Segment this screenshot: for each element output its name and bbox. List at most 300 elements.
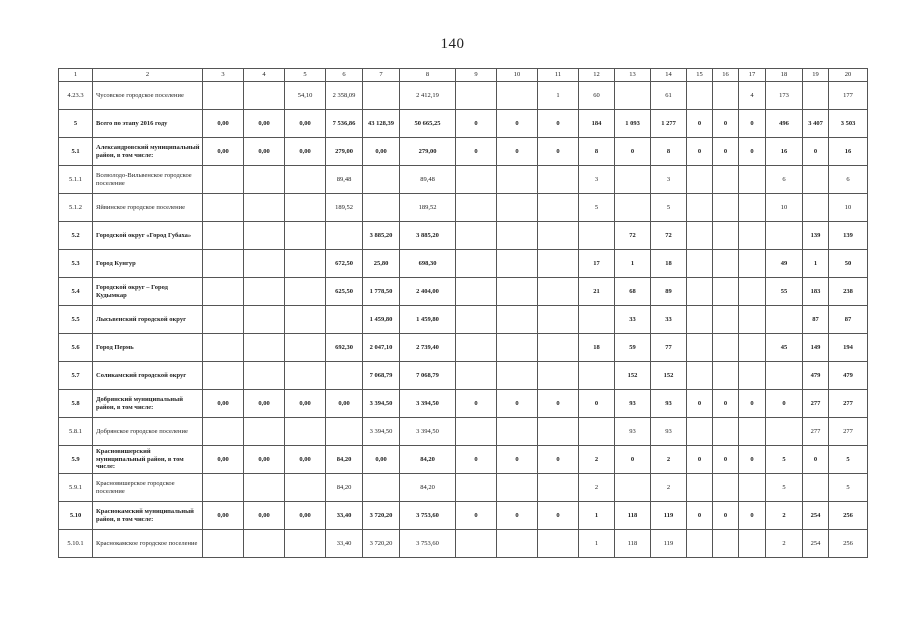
value-cell: 16 bbox=[766, 138, 803, 166]
value-cell bbox=[713, 306, 739, 334]
value-cell bbox=[687, 278, 713, 306]
value-cell: 0 bbox=[739, 446, 766, 474]
value-cell: 8 bbox=[579, 138, 615, 166]
value-cell: 0 bbox=[713, 390, 739, 418]
value-cell bbox=[285, 530, 326, 558]
value-cell bbox=[766, 418, 803, 446]
value-cell: 87 bbox=[829, 306, 868, 334]
value-cell bbox=[244, 166, 285, 194]
value-cell bbox=[456, 278, 497, 306]
table-row bbox=[59, 474, 868, 502]
value-cell: 2 047,10 bbox=[363, 334, 400, 362]
value-cell: 2 bbox=[766, 530, 803, 558]
column-number: 3 bbox=[203, 69, 244, 82]
value-cell bbox=[456, 166, 497, 194]
value-cell: 0 bbox=[687, 138, 713, 166]
value-cell bbox=[363, 166, 400, 194]
value-cell: 4 bbox=[739, 82, 766, 110]
value-cell bbox=[203, 194, 244, 222]
value-cell: 254 bbox=[803, 502, 829, 530]
table-row bbox=[59, 530, 868, 558]
value-cell bbox=[713, 250, 739, 278]
value-cell bbox=[803, 82, 829, 110]
name-cell: Яйвинское городское поселение bbox=[93, 194, 203, 222]
value-cell: 177 bbox=[829, 82, 868, 110]
value-cell bbox=[538, 418, 579, 446]
value-cell: 0 bbox=[497, 446, 538, 474]
value-cell bbox=[244, 418, 285, 446]
value-cell: 5 bbox=[829, 446, 868, 474]
value-cell: 17 bbox=[579, 250, 615, 278]
value-cell: 33,40 bbox=[326, 530, 363, 558]
value-cell bbox=[497, 418, 538, 446]
value-cell: 277 bbox=[803, 418, 829, 446]
value-cell bbox=[326, 222, 363, 250]
value-cell: 3 394,50 bbox=[363, 418, 400, 446]
value-cell bbox=[538, 278, 579, 306]
value-cell: 0,00 bbox=[244, 138, 285, 166]
value-cell bbox=[285, 474, 326, 502]
value-cell bbox=[739, 334, 766, 362]
value-cell bbox=[803, 166, 829, 194]
value-cell: 0,00 bbox=[244, 446, 285, 474]
value-cell bbox=[687, 82, 713, 110]
value-cell bbox=[363, 194, 400, 222]
value-cell bbox=[326, 306, 363, 334]
value-cell bbox=[687, 530, 713, 558]
value-cell: 0,00 bbox=[203, 502, 244, 530]
value-cell: 0 bbox=[766, 390, 803, 418]
value-cell: 16 bbox=[829, 138, 868, 166]
value-cell: 152 bbox=[615, 362, 651, 390]
table-row bbox=[59, 334, 868, 362]
table-row bbox=[59, 110, 868, 138]
value-cell: 2 bbox=[579, 474, 615, 502]
value-cell bbox=[456, 530, 497, 558]
value-cell bbox=[497, 166, 538, 194]
value-cell: 0,00 bbox=[244, 502, 285, 530]
table-row bbox=[59, 306, 868, 334]
table-row bbox=[59, 446, 868, 474]
value-cell: 119 bbox=[651, 530, 687, 558]
value-cell bbox=[363, 474, 400, 502]
value-cell bbox=[456, 250, 497, 278]
table-row bbox=[59, 362, 868, 390]
value-cell: 3 503 bbox=[829, 110, 868, 138]
value-cell bbox=[244, 530, 285, 558]
value-cell bbox=[538, 166, 579, 194]
value-cell: 0 bbox=[497, 138, 538, 166]
value-cell: 0 bbox=[739, 110, 766, 138]
value-cell: 0 bbox=[687, 110, 713, 138]
value-cell: 139 bbox=[829, 222, 868, 250]
value-cell bbox=[687, 362, 713, 390]
value-cell bbox=[285, 362, 326, 390]
value-cell bbox=[244, 362, 285, 390]
value-cell: 0 bbox=[615, 138, 651, 166]
value-cell: 2 412,19 bbox=[400, 82, 456, 110]
table-body bbox=[59, 69, 868, 558]
name-cell: Лысьвенский городской округ bbox=[93, 306, 203, 334]
value-cell: 10 bbox=[829, 194, 868, 222]
value-cell bbox=[579, 418, 615, 446]
column-number: 10 bbox=[497, 69, 538, 82]
page-number: 140 bbox=[440, 36, 465, 52]
value-cell bbox=[739, 166, 766, 194]
value-cell: 3 394,50 bbox=[363, 390, 400, 418]
value-cell bbox=[739, 194, 766, 222]
value-cell bbox=[244, 306, 285, 334]
table-row bbox=[59, 390, 868, 418]
row-number-cell: 5.1 bbox=[59, 138, 93, 166]
value-cell: 0 bbox=[579, 390, 615, 418]
value-cell: 5 bbox=[651, 194, 687, 222]
row-number-cell: 5.6 bbox=[59, 334, 93, 362]
name-cell: Краснокамское городское поселение bbox=[93, 530, 203, 558]
value-cell: 3 885,20 bbox=[363, 222, 400, 250]
value-cell: 0 bbox=[456, 138, 497, 166]
row-number-cell: 5.8.1 bbox=[59, 418, 93, 446]
value-cell bbox=[203, 418, 244, 446]
value-cell: 0,00 bbox=[285, 110, 326, 138]
value-cell: 118 bbox=[615, 530, 651, 558]
value-cell bbox=[203, 306, 244, 334]
value-cell: 1 459,80 bbox=[363, 306, 400, 334]
value-cell: 2 bbox=[579, 446, 615, 474]
value-cell: 183 bbox=[803, 278, 829, 306]
value-cell: 2 358,09 bbox=[326, 82, 363, 110]
value-cell bbox=[285, 278, 326, 306]
value-cell: 118 bbox=[615, 502, 651, 530]
value-cell: 68 bbox=[615, 278, 651, 306]
column-number: 4 bbox=[244, 69, 285, 82]
value-cell bbox=[739, 362, 766, 390]
value-cell bbox=[326, 362, 363, 390]
value-cell bbox=[203, 334, 244, 362]
value-cell: 93 bbox=[651, 418, 687, 446]
name-cell: Городской округ «Город Губаха» bbox=[93, 222, 203, 250]
column-number: 5 bbox=[285, 69, 326, 82]
value-cell bbox=[579, 362, 615, 390]
data-table bbox=[58, 68, 868, 558]
value-cell: 0 bbox=[687, 390, 713, 418]
value-cell bbox=[456, 334, 497, 362]
value-cell: 3 394,50 bbox=[400, 418, 456, 446]
value-cell: 72 bbox=[615, 222, 651, 250]
value-cell: 50 bbox=[829, 250, 868, 278]
column-number: 11 bbox=[538, 69, 579, 82]
value-cell: 254 bbox=[803, 530, 829, 558]
value-cell bbox=[538, 250, 579, 278]
value-cell bbox=[497, 306, 538, 334]
value-cell: 119 bbox=[651, 502, 687, 530]
value-cell: 3 bbox=[579, 166, 615, 194]
table-row bbox=[59, 166, 868, 194]
value-cell: 0 bbox=[713, 446, 739, 474]
value-cell bbox=[766, 362, 803, 390]
name-cell: Красновишерский муниципальный район, в том числе: bbox=[93, 446, 203, 474]
value-cell bbox=[538, 306, 579, 334]
value-cell: 93 bbox=[615, 390, 651, 418]
value-cell: 0 bbox=[739, 390, 766, 418]
value-cell: 5 bbox=[766, 446, 803, 474]
value-cell: 0 bbox=[456, 110, 497, 138]
value-cell: 6 bbox=[766, 166, 803, 194]
value-cell: 45 bbox=[766, 334, 803, 362]
value-cell bbox=[456, 194, 497, 222]
value-cell bbox=[497, 278, 538, 306]
value-cell bbox=[713, 362, 739, 390]
value-cell: 479 bbox=[829, 362, 868, 390]
table-row bbox=[59, 194, 868, 222]
value-cell bbox=[739, 530, 766, 558]
value-cell bbox=[244, 194, 285, 222]
value-cell bbox=[497, 334, 538, 362]
value-cell: 0 bbox=[456, 390, 497, 418]
value-cell: 89,48 bbox=[326, 166, 363, 194]
value-cell: 59 bbox=[615, 334, 651, 362]
value-cell bbox=[285, 306, 326, 334]
value-cell: 256 bbox=[829, 530, 868, 558]
column-number: 12 bbox=[579, 69, 615, 82]
value-cell bbox=[713, 166, 739, 194]
value-cell bbox=[538, 362, 579, 390]
name-cell: Городской округ – Город Кудымкар bbox=[93, 278, 203, 306]
value-cell: 0 bbox=[739, 502, 766, 530]
value-cell: 0,00 bbox=[244, 110, 285, 138]
value-cell: 0 bbox=[687, 502, 713, 530]
row-number-cell: 5.1.2 bbox=[59, 194, 93, 222]
value-cell bbox=[766, 222, 803, 250]
value-cell: 277 bbox=[803, 390, 829, 418]
row-number-cell: 4.23.3 bbox=[59, 82, 93, 110]
value-cell bbox=[766, 306, 803, 334]
value-cell bbox=[203, 222, 244, 250]
value-cell: 84,20 bbox=[400, 474, 456, 502]
value-cell bbox=[713, 530, 739, 558]
value-cell: 18 bbox=[651, 250, 687, 278]
value-cell: 3 bbox=[651, 166, 687, 194]
value-cell: 0 bbox=[497, 390, 538, 418]
value-cell: 0,00 bbox=[326, 390, 363, 418]
value-cell: 0,00 bbox=[285, 138, 326, 166]
table-row bbox=[59, 222, 868, 250]
value-cell: 0,00 bbox=[203, 390, 244, 418]
value-cell: 21 bbox=[579, 278, 615, 306]
value-cell: 8 bbox=[651, 138, 687, 166]
table-row bbox=[59, 138, 868, 166]
column-number: 2 bbox=[93, 69, 203, 82]
value-cell: 1 bbox=[803, 250, 829, 278]
value-cell: 0 bbox=[538, 502, 579, 530]
value-cell bbox=[203, 474, 244, 502]
value-cell: 7 068,79 bbox=[400, 362, 456, 390]
value-cell: 25,80 bbox=[363, 250, 400, 278]
value-cell: 1 277 bbox=[651, 110, 687, 138]
value-cell bbox=[615, 166, 651, 194]
value-cell bbox=[203, 362, 244, 390]
value-cell: 55 bbox=[766, 278, 803, 306]
value-cell: 625,50 bbox=[326, 278, 363, 306]
value-cell bbox=[713, 194, 739, 222]
value-cell bbox=[456, 362, 497, 390]
value-cell: 1 bbox=[579, 530, 615, 558]
value-cell: 0,00 bbox=[203, 446, 244, 474]
value-cell bbox=[803, 474, 829, 502]
value-cell: 54,10 bbox=[285, 82, 326, 110]
value-cell bbox=[285, 166, 326, 194]
value-cell: 0 bbox=[497, 502, 538, 530]
value-cell bbox=[497, 222, 538, 250]
column-number: 9 bbox=[456, 69, 497, 82]
value-cell bbox=[203, 166, 244, 194]
value-cell bbox=[687, 418, 713, 446]
value-cell bbox=[456, 222, 497, 250]
value-cell: 194 bbox=[829, 334, 868, 362]
value-cell bbox=[687, 250, 713, 278]
value-cell bbox=[497, 362, 538, 390]
value-cell: 672,50 bbox=[326, 250, 363, 278]
value-cell bbox=[687, 334, 713, 362]
value-cell: 0 bbox=[538, 446, 579, 474]
column-number: 6 bbox=[326, 69, 363, 82]
value-cell bbox=[538, 334, 579, 362]
row-number-cell: 5.10 bbox=[59, 502, 93, 530]
name-cell: Город Пермь bbox=[93, 334, 203, 362]
column-number-row bbox=[59, 69, 868, 82]
value-cell bbox=[713, 474, 739, 502]
column-number: 8 bbox=[400, 69, 456, 82]
value-cell: 0 bbox=[456, 446, 497, 474]
value-cell bbox=[538, 222, 579, 250]
value-cell: 152 bbox=[651, 362, 687, 390]
value-cell: 89 bbox=[651, 278, 687, 306]
value-cell: 0 bbox=[803, 138, 829, 166]
value-cell bbox=[203, 250, 244, 278]
value-cell bbox=[687, 194, 713, 222]
value-cell: 0 bbox=[739, 138, 766, 166]
row-number-cell: 5.5 bbox=[59, 306, 93, 334]
value-cell bbox=[456, 474, 497, 502]
table-row bbox=[59, 418, 868, 446]
value-cell bbox=[739, 306, 766, 334]
value-cell: 0,00 bbox=[285, 390, 326, 418]
value-cell: 43 128,39 bbox=[363, 110, 400, 138]
value-cell: 149 bbox=[803, 334, 829, 362]
value-cell: 1 459,80 bbox=[400, 306, 456, 334]
value-cell: 0 bbox=[497, 110, 538, 138]
value-cell bbox=[615, 474, 651, 502]
value-cell: 93 bbox=[651, 390, 687, 418]
value-cell: 87 bbox=[803, 306, 829, 334]
value-cell: 698,30 bbox=[400, 250, 456, 278]
column-number: 17 bbox=[739, 69, 766, 82]
value-cell bbox=[203, 278, 244, 306]
value-cell bbox=[497, 530, 538, 558]
row-number-cell: 5.8 bbox=[59, 390, 93, 418]
value-cell bbox=[244, 250, 285, 278]
name-cell: Всеволодо-Вильвенское городское поселение bbox=[93, 166, 203, 194]
value-cell: 3 407 bbox=[803, 110, 829, 138]
row-number-cell: 5.9 bbox=[59, 446, 93, 474]
value-cell bbox=[497, 194, 538, 222]
value-cell: 77 bbox=[651, 334, 687, 362]
value-cell: 3 720,20 bbox=[363, 530, 400, 558]
value-cell: 5 bbox=[766, 474, 803, 502]
value-cell bbox=[713, 334, 739, 362]
value-cell bbox=[244, 278, 285, 306]
value-cell bbox=[538, 530, 579, 558]
name-cell: Всего по этапу 2016 году bbox=[93, 110, 203, 138]
value-cell bbox=[739, 250, 766, 278]
value-cell bbox=[244, 82, 285, 110]
value-cell bbox=[456, 82, 497, 110]
value-cell: 279,00 bbox=[400, 138, 456, 166]
value-cell: 0,00 bbox=[363, 138, 400, 166]
value-cell bbox=[803, 194, 829, 222]
value-cell bbox=[497, 474, 538, 502]
value-cell: 3 753,60 bbox=[400, 502, 456, 530]
name-cell: Красновишерское городское поселение bbox=[93, 474, 203, 502]
value-cell: 1 093 bbox=[615, 110, 651, 138]
value-cell bbox=[203, 530, 244, 558]
column-number: 14 bbox=[651, 69, 687, 82]
value-cell: 3 753,60 bbox=[400, 530, 456, 558]
value-cell: 1 778,50 bbox=[363, 278, 400, 306]
value-cell bbox=[713, 82, 739, 110]
value-cell bbox=[713, 278, 739, 306]
value-cell: 0 bbox=[803, 446, 829, 474]
value-cell: 50 665,25 bbox=[400, 110, 456, 138]
value-cell bbox=[497, 82, 538, 110]
value-cell: 189,52 bbox=[400, 194, 456, 222]
value-cell: 60 bbox=[579, 82, 615, 110]
value-cell bbox=[579, 222, 615, 250]
value-cell bbox=[687, 166, 713, 194]
value-cell: 3 394,50 bbox=[400, 390, 456, 418]
row-number-cell: 5.1.1 bbox=[59, 166, 93, 194]
name-cell: Соликамский городской округ bbox=[93, 362, 203, 390]
value-cell: 1 bbox=[615, 250, 651, 278]
value-cell: 7 068,79 bbox=[363, 362, 400, 390]
name-cell: Добрянский муниципальный район, в том числе: bbox=[93, 390, 203, 418]
row-number-cell: 5.3 bbox=[59, 250, 93, 278]
value-cell: 1 bbox=[538, 82, 579, 110]
value-cell: 2 bbox=[651, 474, 687, 502]
value-cell bbox=[363, 82, 400, 110]
row-number-cell: 5 bbox=[59, 110, 93, 138]
value-cell: 93 bbox=[615, 418, 651, 446]
value-cell bbox=[285, 418, 326, 446]
column-number: 16 bbox=[713, 69, 739, 82]
name-cell: Краснокамский муниципальный район, в том числе: bbox=[93, 502, 203, 530]
name-cell: Город Кунгур bbox=[93, 250, 203, 278]
value-cell: 279,00 bbox=[326, 138, 363, 166]
value-cell bbox=[687, 306, 713, 334]
table-row bbox=[59, 502, 868, 530]
column-number: 1 bbox=[59, 69, 93, 82]
value-cell bbox=[739, 418, 766, 446]
value-cell bbox=[497, 250, 538, 278]
value-cell: 84,20 bbox=[400, 446, 456, 474]
value-cell: 2 bbox=[766, 502, 803, 530]
value-cell: 84,20 bbox=[326, 446, 363, 474]
value-cell: 0,00 bbox=[285, 502, 326, 530]
value-cell: 72 bbox=[651, 222, 687, 250]
value-cell bbox=[538, 474, 579, 502]
table-row bbox=[59, 250, 868, 278]
value-cell bbox=[739, 474, 766, 502]
